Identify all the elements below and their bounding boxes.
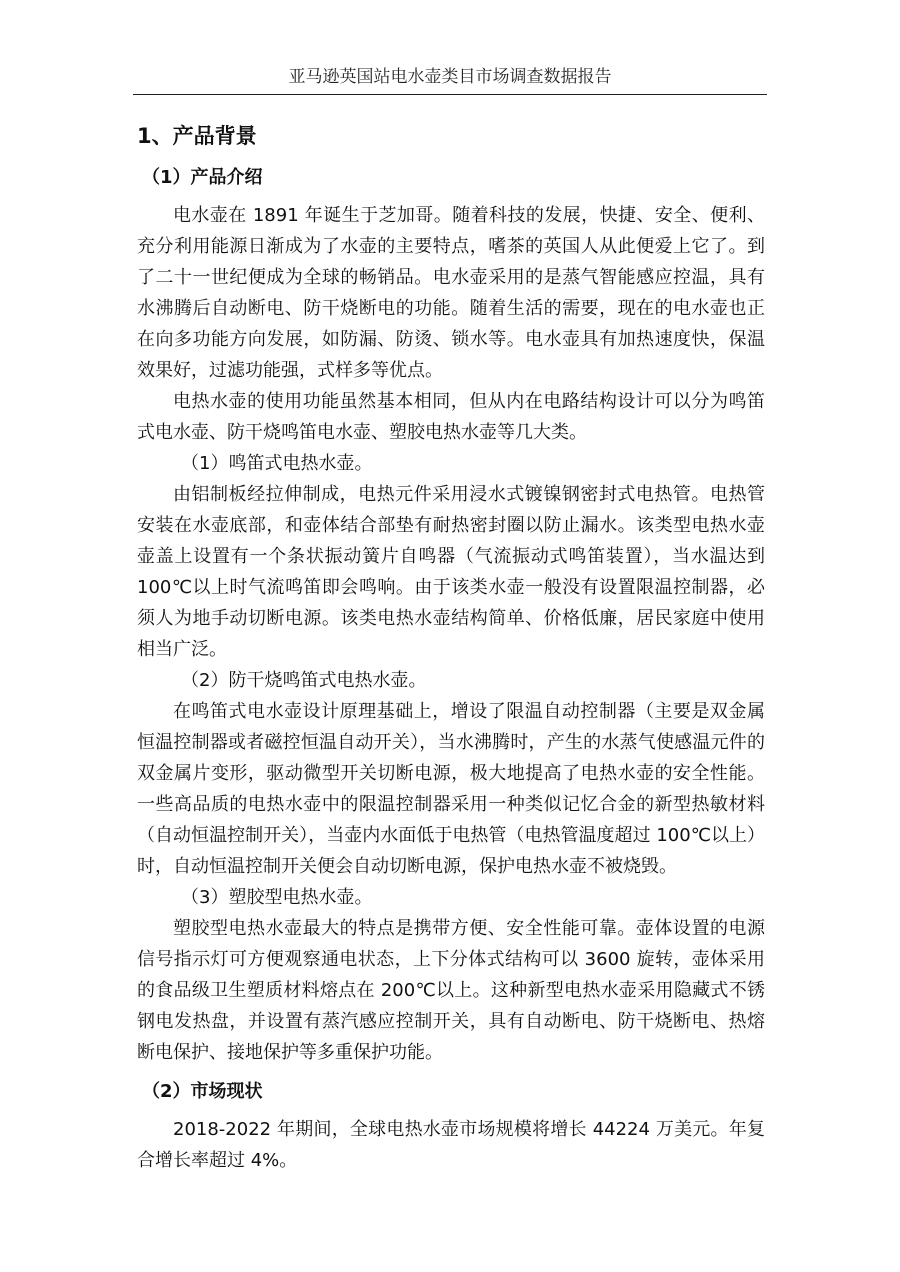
subsection-heading-market: （2）市场现状 xyxy=(142,1081,263,1102)
intro-paragraph-2: 电热水壶的使用功能虽然基本相同，但从内在电路结构设计可以分为鸣笛式电水壶、防干烧鸣笛电水壶、塑胶电热水壶等几大类。 xyxy=(137,391,765,443)
intro-paragraph-4: 在鸣笛式电水壶设计原理基础上，增设了限温自动控制器（主要是双金属恒温控制器或者磁控恒温自动开关），当水沸腾时，产生的水蒸气使感温元件的双金属片变形，驱动微型开关切断电源，极大地提高了电热水壶的安全性能。一些高品质的电热水壶中的限温控制器采用一种类似记忆合金的新型热敏材料（自动恒温控制开关），当壶内水面低于电热管（电热管温度超过 100℃以上）时，自动恒温控制开关便会自动切断电源，保护电热水壶不被烧毁。 xyxy=(137,701,765,877)
type-item-2: （2）防干烧鸣笛式电热水壶。 xyxy=(181,670,427,691)
intro-paragraph-5: 塑胶型电热水壶最大的特点是携带方便、安全性能可靠。壶体设置的电源信号指示灯可方便观察通电状态，上下分体式结构可以 3600 旋转，壶体采用的食品级卫生塑质材料熔点在 200℃以上。这种新型电热水壶采用隐藏式不锈钢电发热盘，并设置有蒸汽感应控制开关，具有自动断电、防干烧断电、热熔断电保护、接地保护等多重保护功能。 xyxy=(137,918,765,1063)
type-item-1: （1）鸣笛式电热水壶。 xyxy=(181,453,373,474)
type-item-3: （3）塑胶型电热水壶。 xyxy=(181,887,373,908)
page-header: 亚马逊英国站电水壶类目市场调查数据报告 xyxy=(133,62,767,95)
market-paragraph-1: 2018-2022 年期间，全球电热水壶市场规模将增长 44224 万美元。年复合增长率超过 4%。 xyxy=(137,1119,765,1171)
subsection-heading-intro: （1）产品介绍 xyxy=(142,167,263,188)
intro-paragraph-1: 电水壶在 1891 年诞生于芝加哥。随着科技的发展，快捷、安全、便利、充分利用能源日渐成为了水壶的主要特点，嗜茶的英国人从此便爱上它了。到了二十一世纪便成为全球的畅销品。电水壶采用的是蒸气智能感应控温，具有水沸腾后自动断电、防干烧断电的功能。随着生活的需要，现在的电水壶也正在向多功能方向发展，如防漏、防烫、锁水等。电水壶具有加热速度快，保温效果好，过滤功能强，式样多等优点。 xyxy=(137,205,765,381)
document-body xyxy=(137,118,765,1176)
section-heading: 1、产品背景 xyxy=(137,124,257,148)
intro-paragraph-3: 由铝制板经拉伸制成，电热元件采用浸水式镀镍钢密封式电热管。电热管安装在水壶底部，和壶体结合部垫有耐热密封圈以防止漏水。该类型电热水壶壶盖上设置有一个条状振动簧片自鸣器（气流振动式鸣笛装置），当水温达到 100℃以上时气流鸣笛即会鸣响。由于该类水壶一般没有设置限温控制器，必须人为地手动切断电源。该类电热水壶结构简单、价格低廉，居民家庭中使用相当广泛。 xyxy=(137,484,765,660)
